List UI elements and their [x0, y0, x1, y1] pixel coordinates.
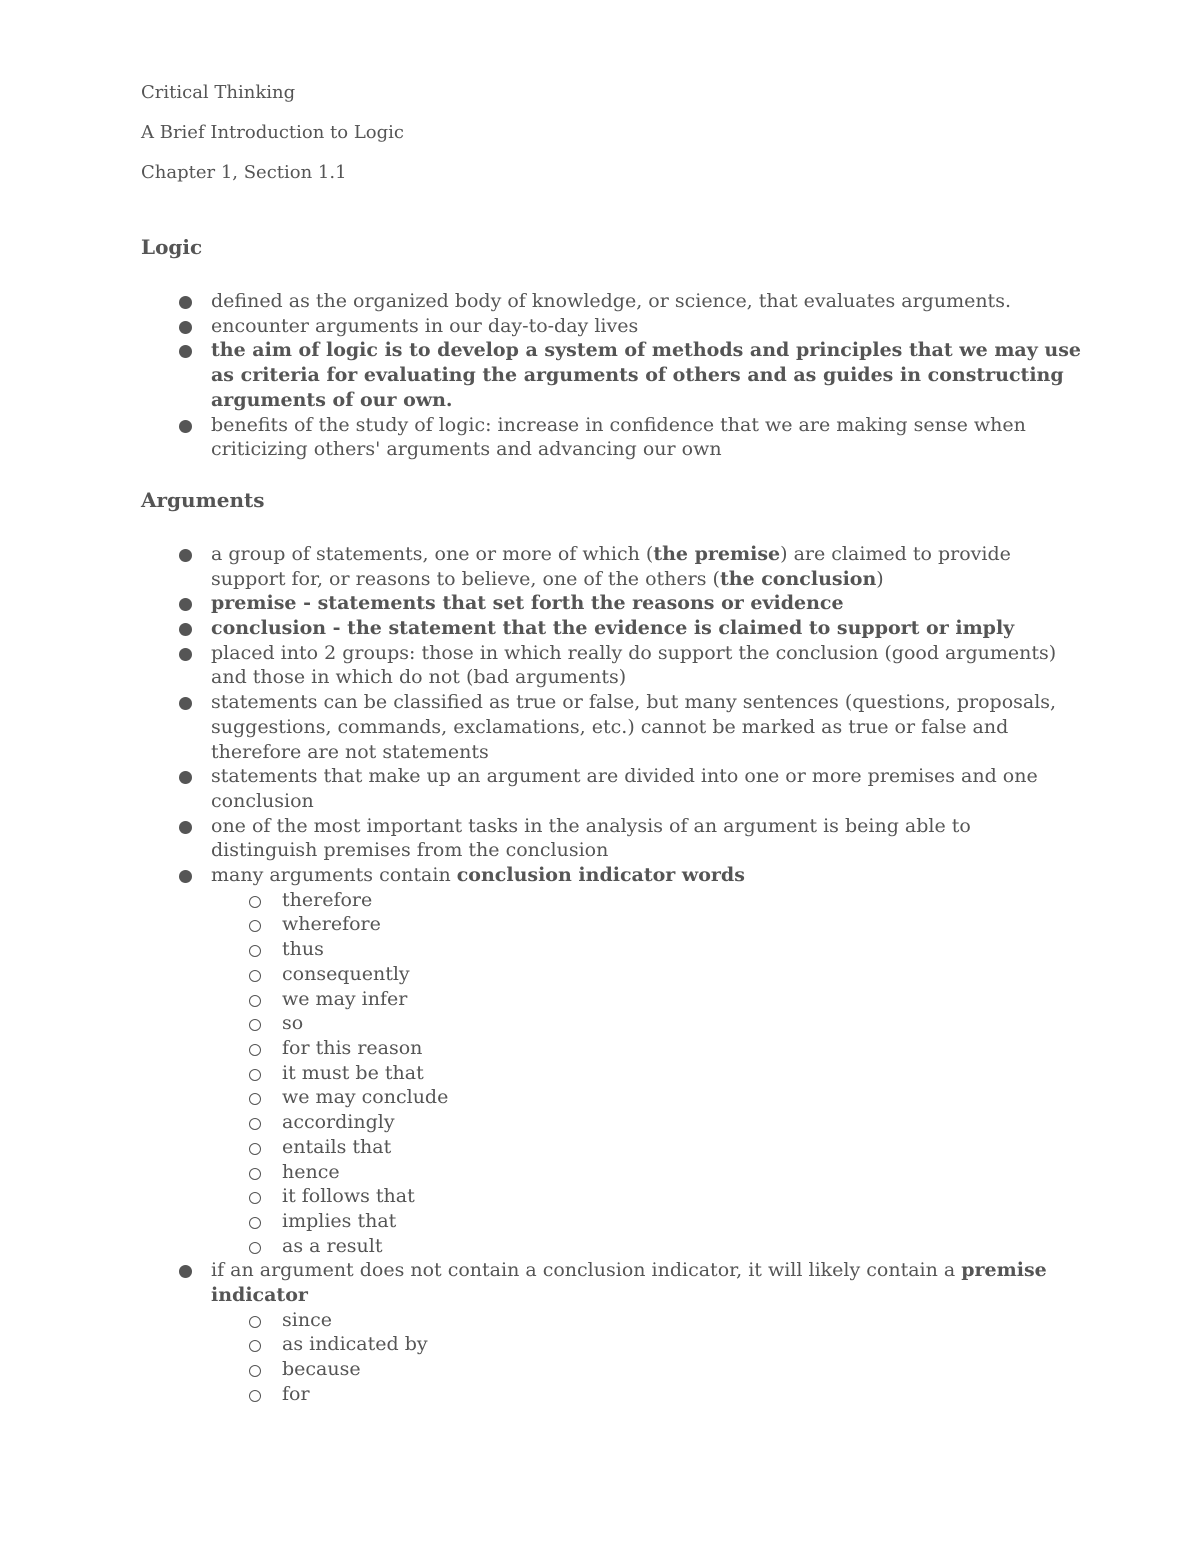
list-item: encounter arguments in our day-to-day lives	[141, 314, 1081, 339]
hollow-circle-bullet-icon	[249, 1340, 261, 1352]
hollow-circle-bullet-icon	[249, 1019, 261, 1031]
hollow-circle-bullet-icon	[249, 970, 261, 982]
sub-list-item: we may conclude	[211, 1085, 1081, 1110]
sub-list-item: wherefore	[211, 912, 1081, 937]
hollow-circle-bullet-icon	[249, 920, 261, 932]
hollow-circle-bullet-icon	[249, 1316, 261, 1328]
list-item: conclusion - the statement that the evidence is claimed to support or imply	[141, 616, 1081, 641]
course-title: Critical Thinking	[141, 82, 296, 103]
sub-list-item: for this reason	[211, 1036, 1081, 1061]
sub-list-item: thus	[211, 937, 1081, 962]
sub-list-item: it must be that	[211, 1061, 1081, 1086]
bullet-dot-icon	[179, 296, 192, 309]
bullet-dot-icon	[179, 648, 192, 661]
hollow-circle-bullet-icon	[249, 1069, 261, 1081]
chapter-section: Chapter 1, Section 1.1	[141, 162, 347, 183]
hollow-circle-bullet-icon	[249, 1390, 261, 1402]
bullet-dot-icon	[179, 697, 192, 710]
sub-list-item: since	[211, 1308, 1081, 1333]
sub-list-item: because	[211, 1357, 1081, 1382]
logic-bullet-list	[141, 289, 1081, 462]
premise-indicator-list	[211, 1308, 1081, 1407]
hollow-circle-bullet-icon	[249, 1168, 261, 1180]
section-title-logic: Logic	[141, 235, 203, 259]
bullet-dot-icon	[179, 623, 192, 636]
sub-list-item: it follows that	[211, 1184, 1081, 1209]
hollow-circle-bullet-icon	[249, 1143, 261, 1155]
sub-list-item: so	[211, 1011, 1081, 1036]
sub-list-item: as indicated by	[211, 1332, 1081, 1357]
hollow-circle-bullet-icon	[249, 1192, 261, 1204]
list-item: the aim of logic is to develop a system of methods and principles that we may use as criteria for evaluating the arguments of others and as guides in constructing arguments of our own.	[141, 338, 1081, 412]
sub-list-item: consequently	[211, 962, 1081, 987]
document-page	[141, 80, 1081, 1407]
hollow-circle-bullet-icon	[249, 945, 261, 957]
list-item: placed into 2 groups: those in which really do support the conclusion (good arguments) and those in which do not (bad arguments)	[141, 641, 1081, 690]
sub-list-item: entails that	[211, 1135, 1081, 1160]
conclusion-indicator-list	[211, 888, 1081, 1259]
section-title-arguments: Arguments	[141, 487, 265, 512]
list-item: benefits of the study of logic: increase in confidence that we are making sense when criticizing others' arguments and advancing our own	[141, 413, 1081, 462]
hollow-circle-bullet-icon	[249, 1365, 261, 1377]
bullet-dot-icon	[179, 598, 192, 611]
hollow-circle-bullet-icon	[249, 995, 261, 1007]
hollow-circle-bullet-icon	[249, 1217, 261, 1229]
bullet-dot-icon	[179, 321, 192, 334]
sub-list-item: hence	[211, 1160, 1081, 1185]
hollow-circle-bullet-icon	[249, 1242, 261, 1254]
list-item: if an argument does not contain a conclusion indicator, it will likely contain a premise indicator	[141, 1258, 1081, 1307]
sub-list-item: for	[211, 1382, 1081, 1407]
arguments-bullet-list-continued	[141, 1258, 1081, 1307]
sub-list-item: we may infer	[211, 987, 1081, 1012]
list-item: statements can be classified as true or false, but many sentences (questions, proposals, suggestions, commands, exclamations, etc.) cannot be marked as true or false and therefore are not statements	[141, 690, 1081, 764]
sub-list-item: therefore	[211, 888, 1081, 913]
hollow-circle-bullet-icon	[249, 1044, 261, 1056]
bullet-dot-icon	[179, 420, 192, 433]
bullet-dot-icon	[179, 345, 192, 358]
list-item: many arguments contain conclusion indicator words	[141, 863, 1081, 888]
list-item: one of the most important tasks in the analysis of an argument is being able to distinguish premises from the conclusion	[141, 814, 1081, 863]
list-item: a group of statements, one or more of which (the premise) are claimed to provide support for, or reasons to believe, one of the others (the conclusion)	[141, 542, 1081, 591]
bullet-dot-icon	[179, 771, 192, 784]
list-item: statements that make up an argument are divided into one or more premises and one conclusion	[141, 764, 1081, 813]
bullet-dot-icon	[179, 821, 192, 834]
arguments-bullet-list	[141, 542, 1081, 888]
book-title: A Brief Introduction to Logic	[141, 122, 405, 143]
list-item: premise - statements that set forth the reasons or evidence	[141, 591, 1081, 616]
hollow-circle-bullet-icon	[249, 1093, 261, 1105]
hollow-circle-bullet-icon	[249, 1118, 261, 1130]
sub-list-item: accordingly	[211, 1110, 1081, 1135]
hollow-circle-bullet-icon	[249, 896, 261, 908]
sub-list-item: implies that	[211, 1209, 1081, 1234]
bullet-dot-icon	[179, 870, 192, 883]
bullet-dot-icon	[179, 1265, 192, 1278]
list-item: defined as the organized body of knowledge, or science, that evaluates arguments.	[141, 289, 1081, 314]
bullet-dot-icon	[179, 549, 192, 562]
sub-list-item: as a result	[211, 1234, 1081, 1259]
